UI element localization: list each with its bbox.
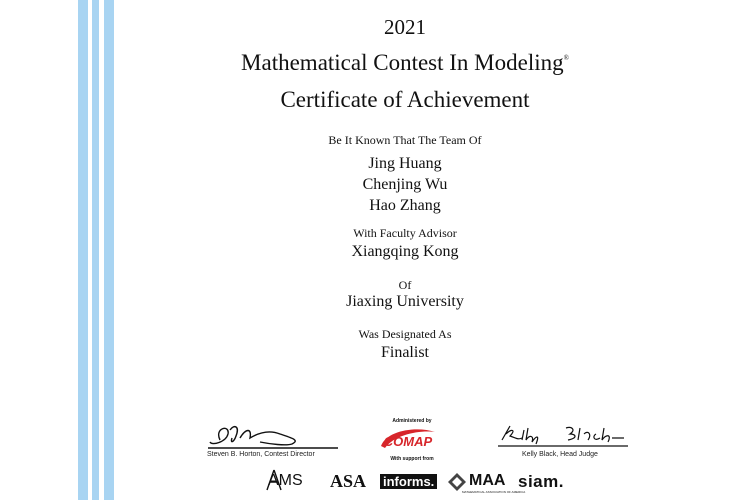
comap-logo-text: COMAP: [383, 434, 433, 449]
certificate-year: 2021: [384, 15, 426, 39]
team-member: Jing Huang: [368, 155, 442, 172]
maa-logo: MAA: [469, 472, 506, 489]
registered-mark: ®: [563, 54, 569, 62]
maa-subtitle: MATHEMATICAL ASSOCIATION OF AMERICA: [462, 490, 526, 494]
judge-caption: Kelly Black, Head Judge: [522, 451, 598, 458]
ams-logo: AMS: [268, 472, 303, 489]
comap-logo: [377, 424, 439, 454]
advisor-name: Xiangqing Kong: [351, 243, 459, 260]
team-member: Hao Zhang: [369, 197, 441, 214]
director-signature: [200, 418, 340, 454]
maa-emblem-icon: [447, 472, 467, 492]
designation-label: Was Designated As: [358, 327, 452, 341]
judge-signature: [496, 420, 630, 452]
team-member: Chenjing Wu: [362, 176, 448, 193]
of-label: Of: [398, 278, 412, 292]
administered-by-label: Administered by: [392, 418, 432, 424]
asa-logo: ASA: [330, 471, 367, 491]
support-label: With support from: [390, 456, 434, 462]
designation-value: Finalist: [380, 344, 429, 361]
informs-logo: informs.: [380, 474, 437, 489]
contest-title: [60, 50, 750, 76]
siam-logo: siam.: [518, 472, 564, 491]
director-caption: Steven B. Horton, Contest Director: [207, 451, 315, 458]
intro-text: Be It Known That The Team Of: [328, 133, 482, 147]
certificate-subtitle: Certificate of Achievement: [280, 87, 530, 112]
contest-name: Mathematical Contest In Modeling: [241, 50, 564, 75]
university-name: Jiaxing University: [346, 293, 464, 310]
advisor-label: With Faculty Advisor: [353, 226, 457, 240]
